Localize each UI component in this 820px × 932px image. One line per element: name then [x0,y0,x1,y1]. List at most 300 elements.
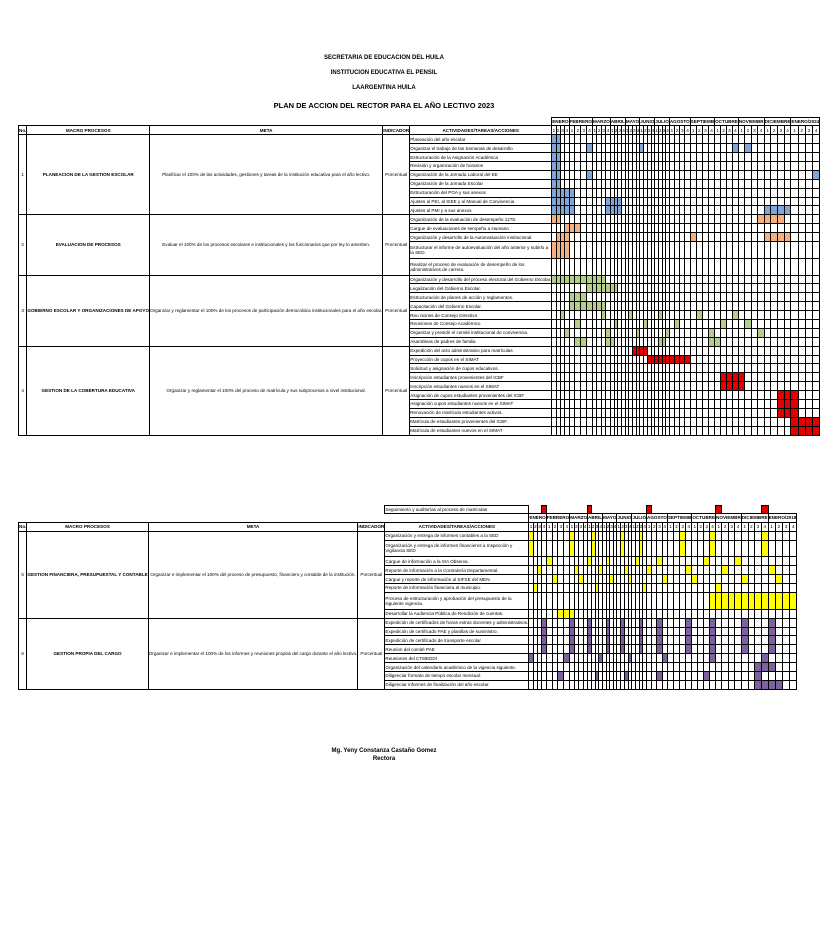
schedule-cell [741,592,748,609]
schedule-cell [791,355,798,364]
activity-row: Organización y desarrollo del proceso electoral del Gobierno Escolar. [410,277,552,282]
schedule-cell [764,426,771,435]
schedule-cell [798,144,805,153]
schedule-cell [755,636,762,645]
activity-row: Estructuración de la Asignación Académica [410,153,552,162]
week-number: 4 [622,127,625,133]
schedule-cell [813,382,820,391]
schedule-cell [790,680,797,689]
week-number: 3 [579,524,583,530]
schedule-cell [768,671,775,680]
schedule-cell [764,417,771,426]
schedule-cell [761,636,768,645]
schedule-cell [791,328,798,337]
schedule-cell [771,197,778,206]
schedule-cell [805,284,812,293]
process-goal: Organizar y reglamentar el 100% de los procesos de participación democrática institucionales para el año escolar. [150,275,383,346]
activity-row: Capacitación del Gobierno Escolar. [410,302,552,311]
schedule-cell [768,645,775,654]
schedule-cell [784,241,791,258]
schedule-cell [783,584,790,593]
schedule-cell [790,592,797,609]
schedule-cell [805,355,812,364]
macro-process: GESTION DE LA COBERTURA EDUCATIVA [27,346,150,435]
week-number: 1 [647,524,651,530]
schedule-cell [775,540,782,557]
week-number: 1 [588,524,591,530]
schedule-cell [764,170,771,179]
schedule-cell [805,426,812,435]
week-number: 1 [717,524,721,530]
week-number: 4 [599,524,602,530]
month-header: ENERO [529,515,546,521]
schedule-cell [775,654,782,663]
week-number: 2 [606,524,610,530]
schedule-cell [771,179,778,188]
week-number: 4 [663,524,667,530]
schedule-cell [813,320,820,329]
schedule-cell [764,337,771,346]
schedule-cell [764,161,771,170]
week-cell [761,506,768,514]
schedule-cell [771,215,778,224]
schedule-cell [778,328,785,337]
month-header: SEPTIEMB [667,515,692,521]
activity-row: Revisión y organización de horarios [410,161,552,170]
schedule-cell [764,302,771,311]
schedule-cell [764,293,771,302]
schedule-cell [755,540,762,557]
schedule-cell [761,540,768,557]
schedule-cell [813,284,820,293]
schedule-cell [805,364,812,373]
schedule-cell [813,337,820,346]
week-number: 3 [755,522,762,531]
schedule-cell [748,575,755,584]
schedule-cell [813,161,820,170]
schedule-cell [784,408,791,417]
schedule-cell [778,233,785,242]
week-number: 3 [633,127,636,133]
schedule-cell [791,408,798,417]
week-number: 2 [591,524,595,530]
schedule-cell [813,328,820,337]
column-header-indicator: INDICADOR [358,524,385,530]
schedule-cell [741,663,748,672]
schedule-cell [778,284,785,293]
week-number: 1 [791,126,798,135]
week-number: 1 [593,127,596,133]
month-header: FEBRERO [569,119,592,125]
activity-row: Organización de la Jornada Laboral del EE [410,170,552,179]
schedule-cell [764,144,771,153]
week-number: 3 [658,524,661,530]
schedule-cell [791,373,798,382]
month-header: JULIO [655,119,669,125]
activity-row: Matrícula de estudiantes provenientes del ICBF. [410,417,552,426]
week-number: 2 [621,524,624,530]
activity-row: Estructurar el informe de autoevaluación del año anterior y subirlo a la SED. [410,241,552,258]
week-number: 1 [552,127,556,133]
schedule-cell [778,224,785,233]
column-header-activities: ACTIVIDADES/TAREAS/ACCIONES [385,522,529,531]
schedule-cell [798,161,805,170]
schedule-cell [741,575,748,584]
schedule-cell [778,373,785,382]
schedule-cell [798,293,805,302]
signature-name: Mg. Yeny Constanza Castaño Gomez [331,748,437,754]
schedule-cell [771,161,778,170]
schedule-cell [813,153,820,162]
week-number: 1 [547,524,551,530]
schedule-cell [761,671,768,680]
activity-row: Proceso de estructuración y aprobación del presupuesto de la siguiente vigencia. [385,592,529,609]
schedule-cell [783,671,790,680]
schedule-cell [778,400,785,409]
schedule-cell [771,328,778,337]
schedule-cell [784,364,791,373]
blank-cell [19,118,552,126]
schedule-cell [778,364,785,373]
schedule-cell [791,311,798,320]
schedule-cell [748,609,755,618]
schedule-cell [771,373,778,382]
schedule-cell [748,584,755,593]
schedule-cell [805,417,812,426]
schedule-cell [783,557,790,566]
schedule-cell [778,426,785,435]
month-header: ENERO/2018 [768,515,797,521]
schedule-cell [805,391,812,400]
week-number: 4 [651,127,655,133]
schedule-cell [783,645,790,654]
schedule-cell [771,206,778,215]
schedule-cell [798,135,805,144]
week-number: 1 [669,524,672,530]
schedule-cell [791,293,798,302]
schedule-cell [784,320,791,329]
week-number: 2 [771,126,778,135]
schedule-cell [798,346,805,355]
column-header-no: No. [19,127,27,133]
schedule-cell [790,566,797,575]
schedule-cell [778,417,785,426]
schedule-cell [755,645,762,654]
schedule-cell [771,170,778,179]
week-number: 1 [764,126,771,135]
week-number: 3 [610,524,613,530]
schedule-cell [778,391,785,400]
schedule-cell [771,293,778,302]
schedule-cell [805,400,812,409]
week-number: 4 [686,127,689,133]
week-number: 1 [741,522,748,531]
schedule-cell [761,557,768,566]
schedule-cell [755,575,762,584]
indicator: Porcentual [358,531,385,618]
schedule-cell [813,346,820,355]
month-header: NOVIEMBR [716,515,741,521]
week-number: 2 [534,524,537,530]
schedule-cell [748,680,755,689]
month-header: AGOSTO [647,515,667,521]
schedule-cell [778,197,785,206]
week-number: 1 [691,127,695,133]
week-number: 4 [565,524,569,530]
month-header: JUNIO [617,515,632,521]
schedule-cell [798,364,805,373]
schedule-cell [771,153,778,162]
week-number: 1 [655,127,658,133]
schedule-cell [778,293,785,302]
schedule-cell [771,188,778,197]
schedule-cell [771,233,778,242]
activity-row: Expedición del acto administrativo para matrículas [410,346,552,355]
week-number: 1 [693,524,697,530]
schedule-cell [791,179,798,188]
schedule-cell [755,654,762,663]
schedule-cell [813,311,820,320]
schedule-cell [791,275,798,284]
activity-row: Asambleas de padres de familia [410,337,552,346]
schedule-cell [748,618,755,627]
schedule-cell [755,592,762,609]
schedule-cell [798,382,805,391]
week-number: 1 [716,127,719,133]
schedule-cell [813,170,820,179]
schedule-cell [798,337,805,346]
schedule-cell [778,355,785,364]
schedule-cell [771,284,778,293]
week-number: 1 [740,127,743,133]
schedule-cell [764,284,771,293]
schedule-cell [783,636,790,645]
schedule-cell [771,258,778,275]
week-number: 4 [790,522,797,531]
schedule-cell [768,540,775,557]
activity-row: Reu niones de Consejo Directivo [410,311,552,320]
schedule-cell [805,170,812,179]
month-header: MARZO [570,515,588,521]
schedule-cell [805,241,812,258]
activity-row: Reporte de información a la Contraloría Departamental. [385,566,529,575]
schedule-cell [771,364,778,373]
week-number: 1 [529,524,533,530]
indicator: Porcentual [383,275,410,346]
schedule-cell [764,328,771,337]
schedule-cell [805,311,812,320]
schedule-cell [761,663,768,672]
schedule-cell [741,540,748,557]
schedule-cell [771,302,778,311]
week-number: 2 [798,126,805,135]
schedule-cell [805,224,812,233]
month-header: DICIEMBRE [764,119,791,125]
schedule-cell [805,135,812,144]
schedule-cell [783,680,790,689]
schedule-cell [798,215,805,224]
process-goal: Planificar el 100% de las actividades, gestiones y tareas de la institución educativa para el año lectivo. [150,135,383,215]
schedule-cell [805,258,812,275]
schedule-cell [813,188,820,197]
schedule-cell [768,680,775,689]
schedule-cell [791,426,798,435]
schedule-cell [798,311,805,320]
schedule-cell [813,135,820,144]
schedule-cell [784,337,791,346]
schedule-cell [741,609,748,618]
week-number: 2 [575,524,578,530]
week-number: 3 [730,524,733,530]
column-header-activities: ACTIVIDADES/TAREAS/ACCIONES [410,126,552,135]
week-cell [775,506,782,514]
macro-process: GESTION FINANCIERA, PRESUPUESTAL Y CONTABLE [27,531,148,618]
activity-row: Desarrollar la Audiencia Pública de Rendición de cuentas. [385,609,529,618]
header-line-1: SECRETARIA DE EDUCACION DEL HUILA [324,55,444,61]
schedule-cell [791,337,798,346]
schedule-cell [813,197,820,206]
blank-cell [19,506,385,514]
week-number: 2 [614,127,618,133]
schedule-cell [784,346,791,355]
week-number: 4 [734,127,737,133]
month-header: NOVIEMBR [738,119,764,125]
action-plan-table-2 [18,505,797,690]
process-number: 3 [19,275,27,346]
schedule-cell [768,584,775,593]
schedule-cell [791,284,798,293]
schedule-cell [791,188,798,197]
schedule-cell [790,609,797,618]
schedule-cell [771,391,778,400]
schedule-cell [805,382,812,391]
schedule-cell [764,188,771,197]
schedule-cell [791,144,798,153]
process-goal: Evaluar el 100% de los procesos escolares e institucionales y los funcionarios que por ley lo ameriten. [150,215,383,275]
activity-row: Reporte de información financiera al municipio. [385,584,529,593]
schedule-cell [778,320,785,329]
schedule-cell [798,320,805,329]
schedule-cell [791,161,798,170]
activity-row: Planeación del año escolar [410,135,552,144]
week-number: 1 [640,127,643,133]
activity-row: Reunion del comité PAE [385,645,529,654]
schedule-cell [798,206,805,215]
week-number: 1 [768,522,775,531]
activity-row: Organización y entrega de informes contables a la SED [385,531,529,540]
month-header: MAYO [625,119,640,125]
activity-row: Organización y desarrollo de la Autoevaluación institucional. [410,233,552,242]
schedule-cell [761,566,768,575]
schedule-cell [791,302,798,311]
schedule-cell [755,671,762,680]
schedule-cell [784,293,791,302]
month-header: OCTUBRE [692,515,716,521]
schedule-cell [784,417,791,426]
schedule-cell [748,627,755,636]
schedule-cell [790,540,797,557]
activity-row: Ajustes al PEI, al SIEE y al Manual de Convivencia [410,197,552,206]
column-header-meta: META [150,126,383,135]
schedule-cell [748,540,755,557]
schedule-cell [784,135,791,144]
schedule-cell [778,311,785,320]
process-goal: Organizar e implementar el 100% de los informes y reuniones propias del cargo durante el año lectivo. [148,618,358,689]
week-number: 2 [636,524,639,530]
week-number: 3 [728,127,731,133]
week-number: 2 [748,522,755,531]
month-header: MARZO [593,119,610,125]
schedule-cell [798,170,805,179]
schedule-cell [791,241,798,258]
schedule-cell [790,575,797,584]
schedule-cell [778,179,785,188]
schedule-cell [805,328,812,337]
week-number: 4 [711,524,714,530]
week-number: 4 [606,127,610,133]
activity-row: Organización y entrega de informes financieros a Inspección y Vigilancia SED [385,540,529,557]
month-header: JULIO [632,515,647,521]
schedule-cell [805,275,812,284]
week-number: 3 [704,127,707,133]
week-number: 3 [561,127,564,133]
month-header: AGOSTO [669,119,690,125]
schedule-cell [790,627,797,636]
schedule-cell [784,382,791,391]
schedule-cell [771,400,778,409]
activity-row: Ajustes al PMI y a sus anexos [410,206,552,215]
activity-row: Solicitud y asignación de cupos educativos. [410,364,552,373]
schedule-cell [771,241,778,258]
schedule-cell [791,320,798,329]
week-number: 2 [553,524,557,530]
column-header-meta: META [148,522,358,531]
activity-row: Realizar el proceso de evaluación de desempeño de los administrativos de carrera. [410,258,552,275]
schedule-cell [805,144,812,153]
schedule-cell [755,680,762,689]
schedule-cell [813,275,820,284]
week-number: 2 [746,127,750,133]
schedule-cell [764,382,771,391]
schedule-cell [778,382,785,391]
schedule-cell [764,408,771,417]
activity-row: Expedición de certificado de transporte escolar [385,636,529,645]
week-number: 3 [805,126,812,135]
schedule-cell [768,592,775,609]
schedule-cell [813,179,820,188]
week-number: 3 [625,524,628,530]
schedule-cell [798,275,805,284]
indicator: Porcentual [383,346,410,435]
schedule-cell [748,663,755,672]
schedule-cell [784,179,791,188]
schedule-cell [761,531,768,540]
schedule-cell [778,188,785,197]
week-number: 3 [647,127,651,133]
schedule-cell [805,337,812,346]
week-number: 2 [576,127,580,133]
schedule-cell [784,391,791,400]
schedule-cell [768,627,775,636]
schedule-cell [798,426,805,435]
schedule-cell [784,153,791,162]
macro-process: PLANEACION DE LA GESTION ESCOLAR [27,135,150,215]
schedule-cell [784,311,791,320]
schedule-cell [778,135,785,144]
week-number: 4 [759,127,763,133]
schedule-cell [764,320,771,329]
schedule-cell [805,197,812,206]
